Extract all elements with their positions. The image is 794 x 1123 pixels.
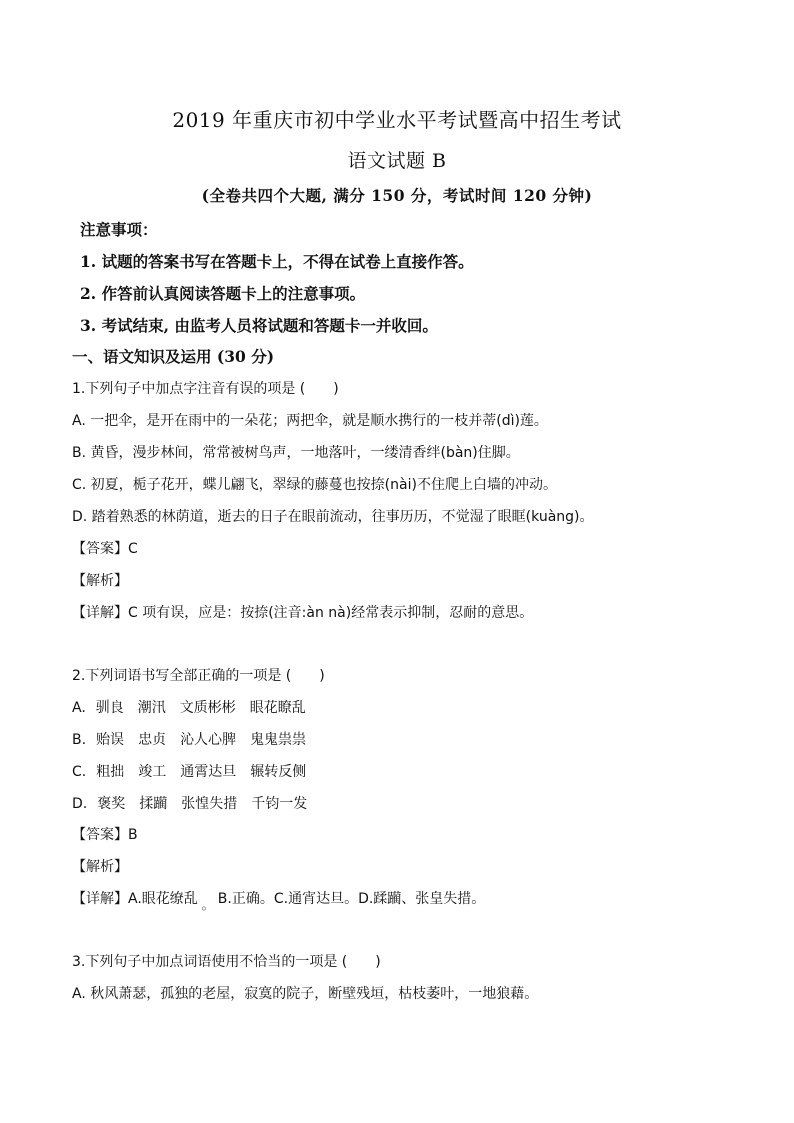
answer-value: B	[128, 827, 138, 843]
notice-heading: 注意事项：	[80, 220, 158, 239]
exam-info: (全卷共四个大题, 满分 150 分，考试时间 120 分钟)	[201, 186, 593, 205]
option-label: B.	[72, 732, 87, 748]
q1-option-c: C. 初夏，栀子花开，蝶儿翩飞，翠绿的藤蔓也按捺(nài)不住爬上白墙的冲动。	[72, 477, 557, 493]
q1-option-b: B. 黄昏，漫步林间，常常被树鸟声，一地落叶，一缕清香绊(bàn)住脚。	[72, 445, 520, 461]
q2-option-b	[72, 729, 320, 749]
option-word: 沁人心脾	[180, 732, 237, 748]
option-label: D.	[72, 796, 88, 812]
q2-answer	[72, 824, 138, 844]
detail-mark: 。	[201, 898, 214, 912]
q3-option-a: A. 秋风萧瑟，孤独的老屋，寂寞的院子，断壁残垣，枯枝萎叶，一地狼藉。	[72, 986, 539, 1002]
option-word: 揉躏	[139, 796, 168, 812]
option-word: 贻误	[96, 732, 125, 748]
q2-detail	[72, 888, 485, 913]
q2-option-d	[72, 793, 321, 813]
answer-tag: 【答案】	[72, 541, 128, 557]
q1-option-a: A. 一把伞，是开在雨中的一朵花；两把伞，就是顺水携行的一枝并蒂(dì)莲。	[72, 413, 548, 429]
detail-text-b: B.正确。C.通宵达旦。D.蹂躏、张皇失措。	[217, 891, 486, 907]
option-word: 张惶失措	[181, 796, 238, 812]
notice-item-2: 2. 作答前认真阅读答题卡上的注意事项。	[80, 284, 366, 303]
q2-option-c	[72, 761, 320, 781]
answer-tag: 【答案】	[72, 827, 128, 843]
option-word: 文质彬彬	[179, 700, 236, 716]
option-word: 忠贞	[138, 732, 167, 748]
option-word: 粗拙	[96, 764, 125, 780]
exam-subject: 语文试题 B	[347, 150, 447, 172]
option-word: 驯良	[95, 700, 124, 716]
q1-option-d: D. 踏着熟悉的林荫道，逝去的日子在眼前流动，往事历历，不觉湿了眼眶(kuàng)。	[72, 509, 594, 525]
option-word: 褒奖	[97, 796, 126, 812]
option-label: A.	[72, 700, 86, 716]
option-word: 潮汛	[137, 700, 166, 716]
option-word: 千钧一发	[251, 796, 308, 812]
option-word: 鬼鬼祟祟	[250, 732, 307, 748]
section-heading: 一、语文知识及运用 (30 分)	[72, 347, 275, 366]
detail-tag: 【详解】	[72, 891, 128, 907]
q2-stem: 2.下列词语书写全部正确的一项是 ( )	[72, 668, 325, 684]
option-label: C.	[72, 764, 87, 780]
option-word: 通霄达旦	[180, 764, 237, 780]
q3-stem: 3.下列句子中加点词语使用不恰当的一项是 ( )	[72, 954, 381, 970]
q1-stem: 1.下列句子中加点字注音有误的项是 ( )	[72, 381, 339, 397]
answer-value: C	[128, 541, 138, 557]
option-word: 辗转反侧	[250, 764, 307, 780]
exam-title: 2019 年重庆市初中学业水平考试暨高中招生考试	[172, 108, 622, 132]
option-word: 竣工	[138, 764, 167, 780]
detail-tag: 【详解】	[72, 605, 128, 621]
q2-option-a	[72, 697, 320, 717]
notice-item-1: 1. 试题的答案书写在答题卡上，不得在试卷上直接作答。	[80, 252, 474, 271]
q1-detail	[72, 602, 533, 622]
notice-item-3: 3. 考试结束, 由监考人员将试题和答题卡一并收回。	[80, 316, 438, 335]
option-word: 眼花瞭乱	[249, 700, 306, 716]
q2-analysis: 【解析】	[72, 859, 128, 875]
q1-answer	[72, 538, 138, 558]
detail-text-a: A.眼花缭乱	[128, 891, 198, 907]
q1-analysis: 【解析】	[72, 573, 128, 589]
detail-text: C 项有误，应是：按捺(注音:àn nà)经常表示抑制，忍耐的意思。	[128, 605, 534, 621]
